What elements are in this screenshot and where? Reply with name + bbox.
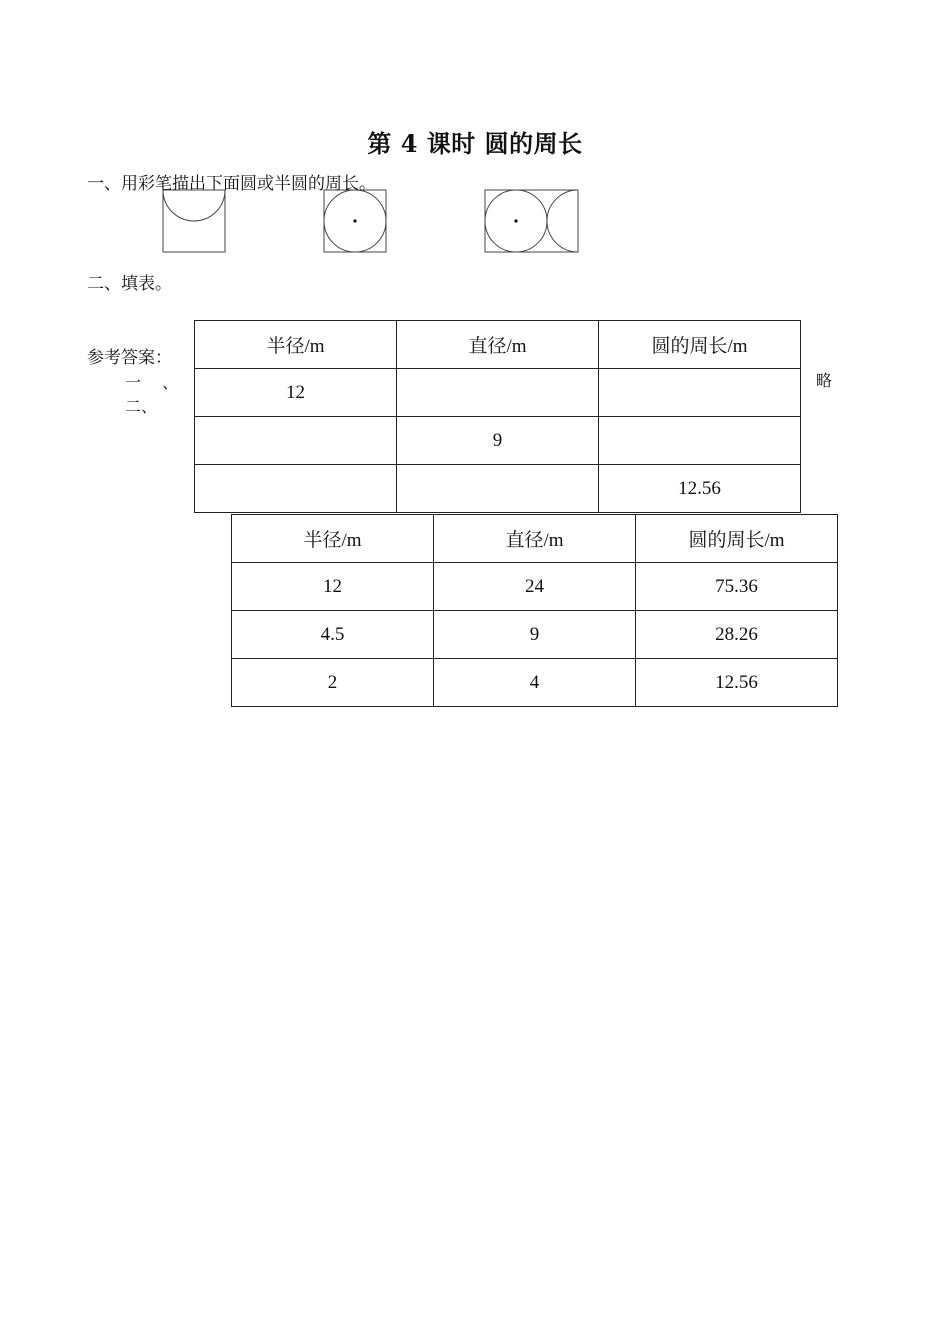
table-header-cell: 圆的周长/m (599, 321, 801, 369)
table-header-row (232, 515, 838, 563)
table-header-cell: 圆的周长/m (636, 515, 838, 563)
table-cell (397, 465, 599, 513)
table-row (195, 369, 801, 417)
table-header-cell: 半径/m (232, 515, 434, 563)
table-cell (599, 417, 801, 465)
table-cell (397, 369, 599, 417)
table-cell: 2 (232, 659, 434, 707)
figure-square-semicircle (160, 188, 228, 254)
figure-rectangle-circle-semicircle (482, 188, 582, 254)
answers-heading: 参考答案： (87, 348, 172, 368)
table-cell: 4 (434, 659, 636, 707)
answer-2-label: 二、 (125, 397, 158, 416)
page-title: 第 4 课时 圆的周长 (367, 129, 583, 158)
table-cell (599, 369, 801, 417)
answer-1-label: 一 、 (125, 373, 179, 392)
figure-square-circle (321, 188, 389, 254)
answer-1-value: 略 (816, 371, 833, 390)
table-header-cell: 直径/m (397, 321, 599, 369)
table-cell: 24 (434, 563, 636, 611)
question-table (194, 320, 801, 513)
question-2-label: 二、填表。 (87, 274, 172, 294)
table-cell: 12.56 (599, 465, 801, 513)
question-1-label: 一、用彩笔描出下面圆或半圆的周长。 (87, 174, 376, 194)
table-cell: 28.26 (636, 611, 838, 659)
table-row (195, 465, 801, 513)
table-cell: 9 (397, 417, 599, 465)
table-cell: 12 (232, 563, 434, 611)
table-cell: 12.56 (636, 659, 838, 707)
table-cell: 4.5 (232, 611, 434, 659)
table-header-cell: 直径/m (434, 515, 636, 563)
answer-table (231, 514, 838, 707)
table-cell: 9 (434, 611, 636, 659)
table-header-cell: 半径/m (195, 321, 397, 369)
table-row (232, 611, 838, 659)
table-row (232, 659, 838, 707)
table-header-row (195, 321, 801, 369)
table-cell (195, 465, 397, 513)
table-cell: 75.36 (636, 563, 838, 611)
table-cell: 12 (195, 369, 397, 417)
table-cell (195, 417, 397, 465)
table-row (195, 417, 801, 465)
table-row (232, 563, 838, 611)
